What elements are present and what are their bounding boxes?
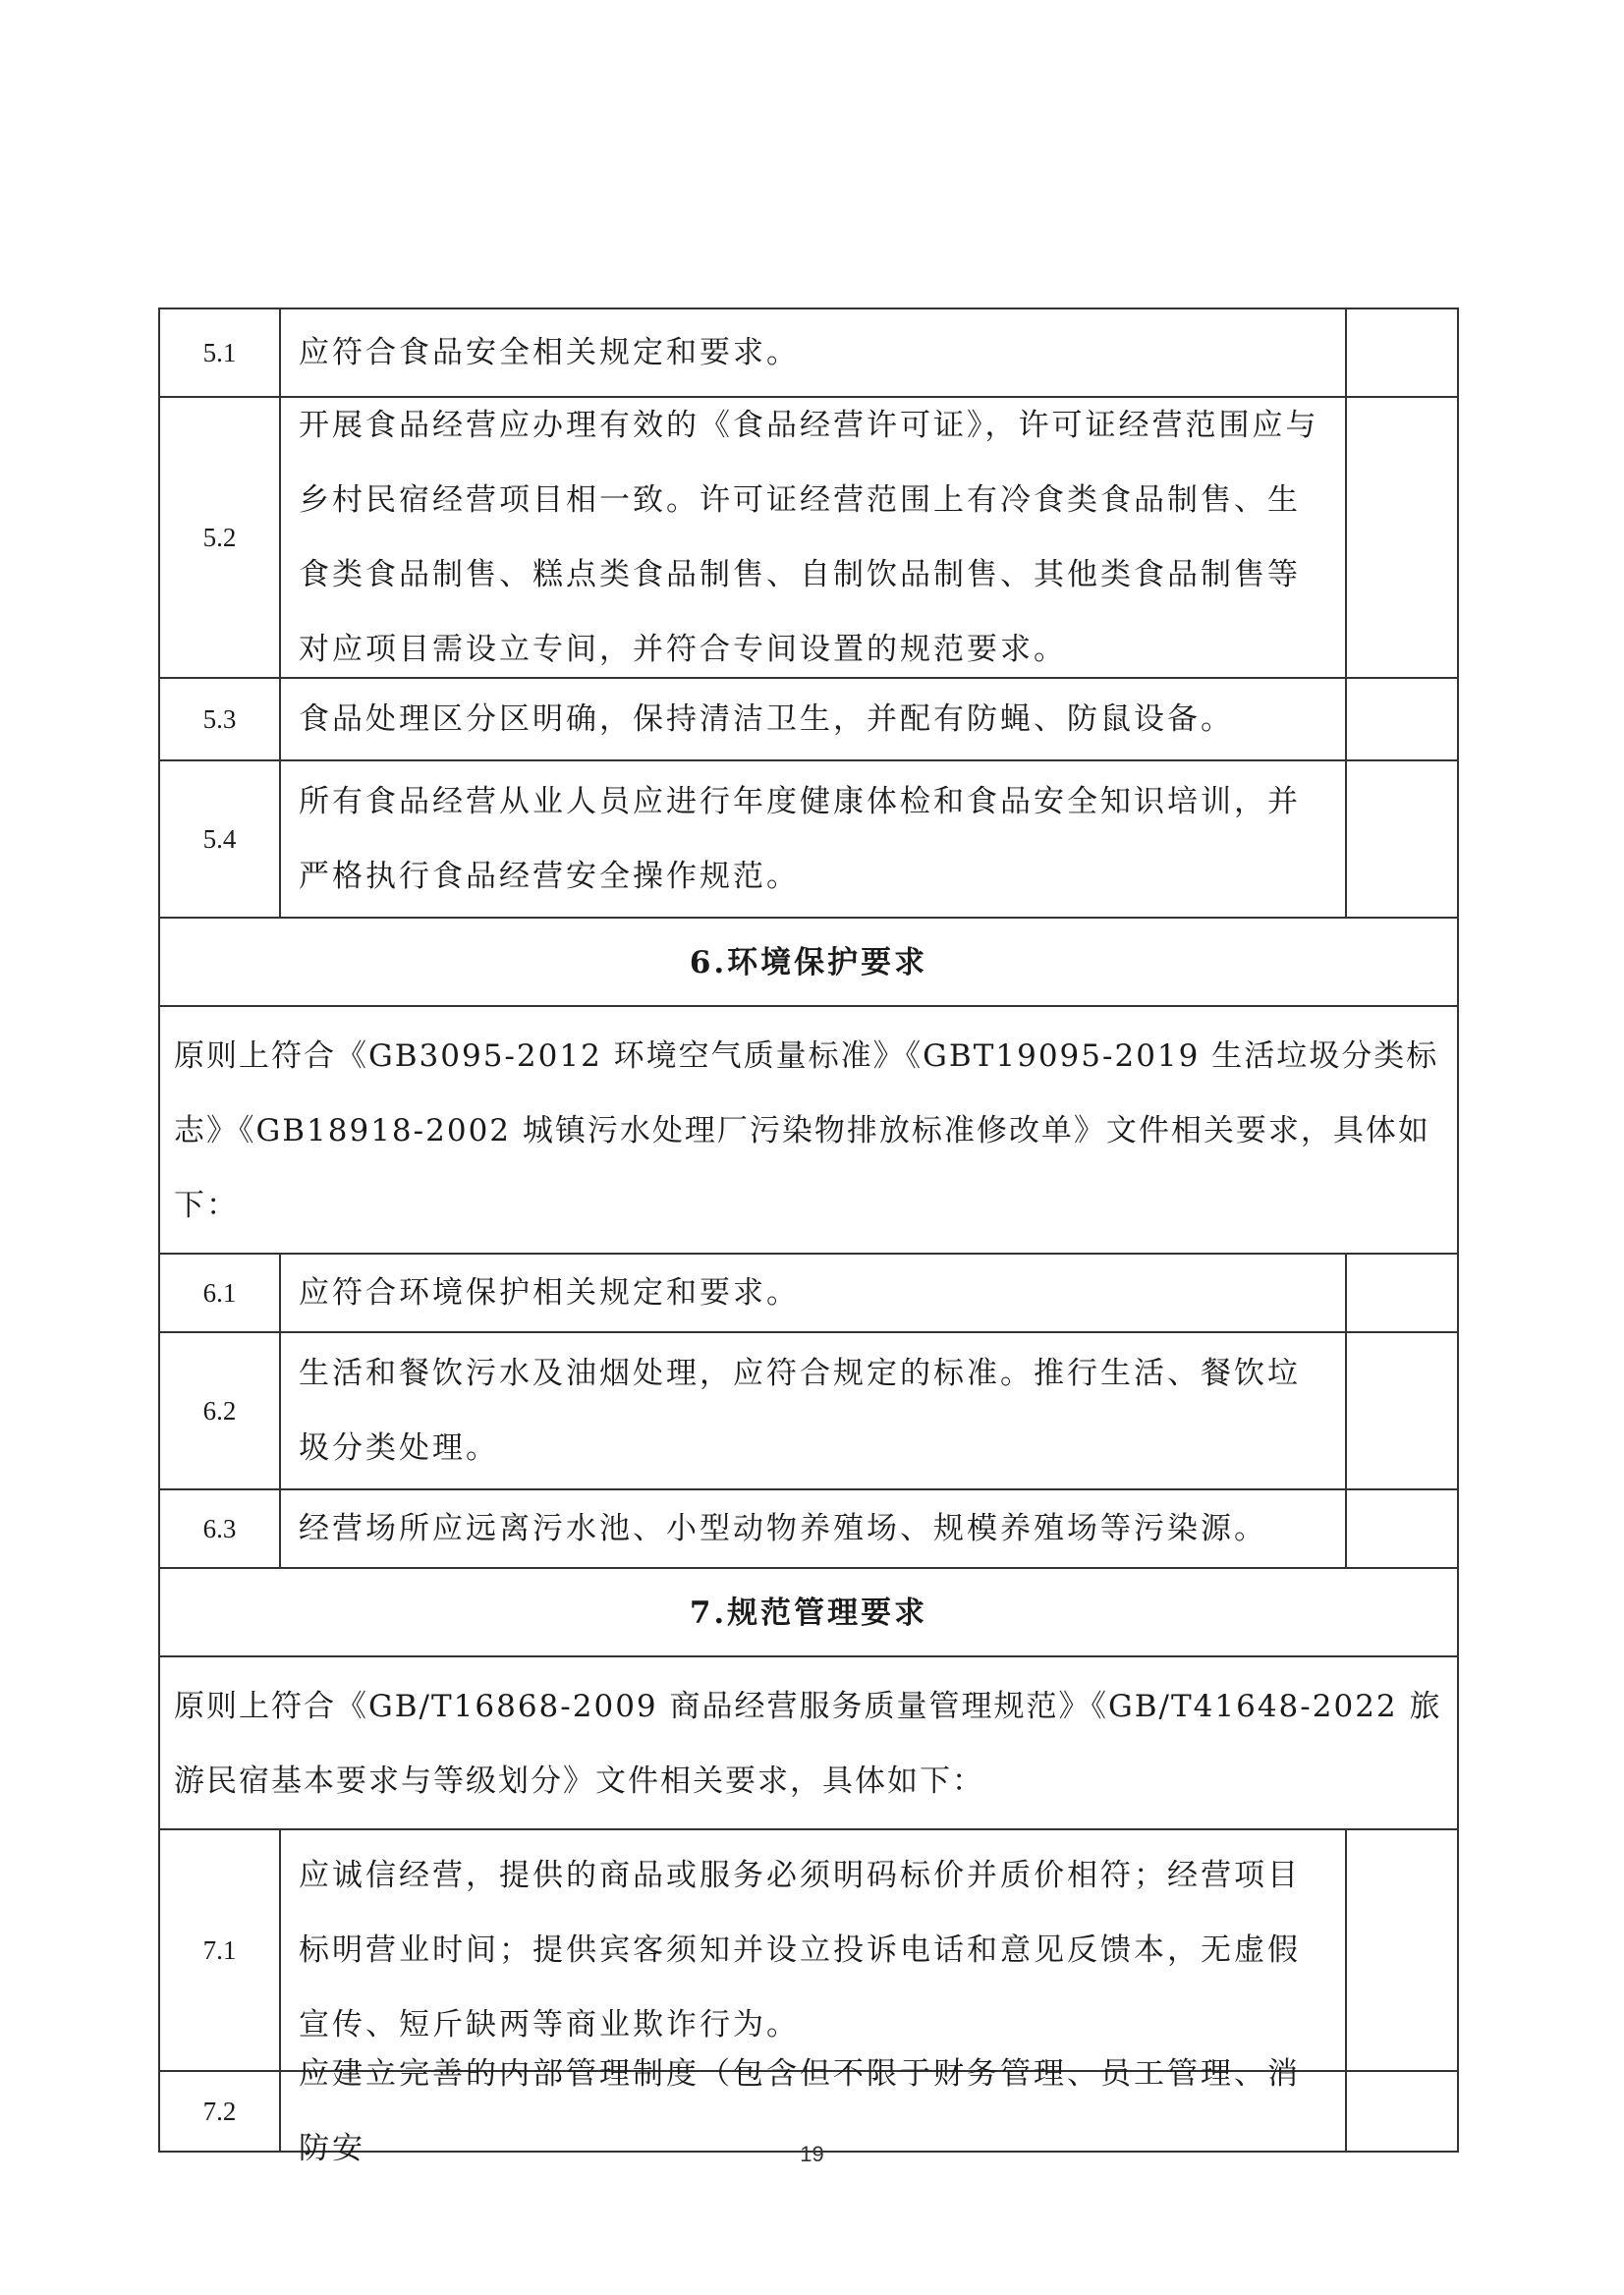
check-cell [1347,1830,1457,2070]
check-cell [1347,761,1457,917]
check-cell [1347,1490,1457,1567]
item-number: 7.2 [160,2072,281,2151]
item-text: 食品处理区分区明确，保持清洁卫生，并配有防蝇、防鼠设备。 [281,679,1347,759]
table-row [160,679,1457,761]
section-heading: 7.规范管理要求 [160,1569,1457,1657]
table-row [160,1255,1457,1333]
check-cell [1347,1255,1457,1331]
section-intro: 原则上符合《GB/T16868-2009 商品经营服务质量管理规范》《GB/T41648-2022 旅游民宿基本要求与等级划分》文件相关要求，具体如下： [160,1657,1457,1830]
table-row [160,1490,1457,1569]
item-text: 应符合食品安全相关规定和要求。 [281,309,1347,396]
page-number: 19 [800,2142,824,2166]
item-number: 5.3 [160,679,281,759]
item-number: 6.1 [160,1255,281,1331]
item-number: 6.3 [160,1490,281,1567]
table-row [160,761,1457,919]
item-text: 开展食品经营应办理有效的《食品经营许可证》，许可证经营范围应与乡村民宿经营项目相一致。许可证经营范围上有冷食类食品制售、生食类食品制售、糕点类食品制售、自制饮品制售、其他类食品制售等对应项目需设立专间，并符合专间设置的规范要求。 [281,398,1347,677]
item-number: 5.4 [160,761,281,917]
item-number: 5.1 [160,309,281,396]
item-text: 应建立完善的内部管理制度（包含但不限于财务管理、员工管理、消防安 [281,2072,1347,2151]
section-intro: 原则上符合《GB3095-2012 环境空气质量标准》《GBT19095-2019 生活垃圾分类标志》《GB18918-2002 城镇污水处理厂污染物排放标准修改单》文件相关要求，具体如下： [160,1007,1457,1255]
item-text: 生活和餐饮污水及油烟处理，应符合规定的标准。推行生活、餐饮垃圾分类处理。 [281,1333,1347,1488]
item-text: 所有食品经营从业人员应进行年度健康体检和食品安全知识培训，并严格执行食品经营安全操作规范。 [281,761,1347,917]
item-number: 7.1 [160,1830,281,2070]
item-text: 应诚信经营，提供的商品或服务必须明码标价并质价相符；经营项目标明营业时间；提供宾客须知并设立投诉电话和意见反馈本，无虚假宣传、短斤缺两等商业欺诈行为。 [281,1830,1347,2070]
check-cell [1347,1333,1457,1488]
check-cell [1347,2072,1457,2151]
requirements-table [158,308,1459,2166]
item-text: 应符合环境保护相关规定和要求。 [281,1255,1347,1331]
table-row [160,398,1457,679]
table-row [160,309,1457,398]
table-row [160,1333,1457,1490]
check-cell [1347,309,1457,396]
item-text: 经营场所应远离污水池、小型动物养殖场、规模养殖场等污染源。 [281,1490,1347,1567]
check-cell [1347,679,1457,759]
item-number: 6.2 [160,1333,281,1488]
item-number: 5.2 [160,398,281,677]
section-heading: 6.环境保护要求 [160,919,1457,1007]
check-cell [1347,398,1457,677]
